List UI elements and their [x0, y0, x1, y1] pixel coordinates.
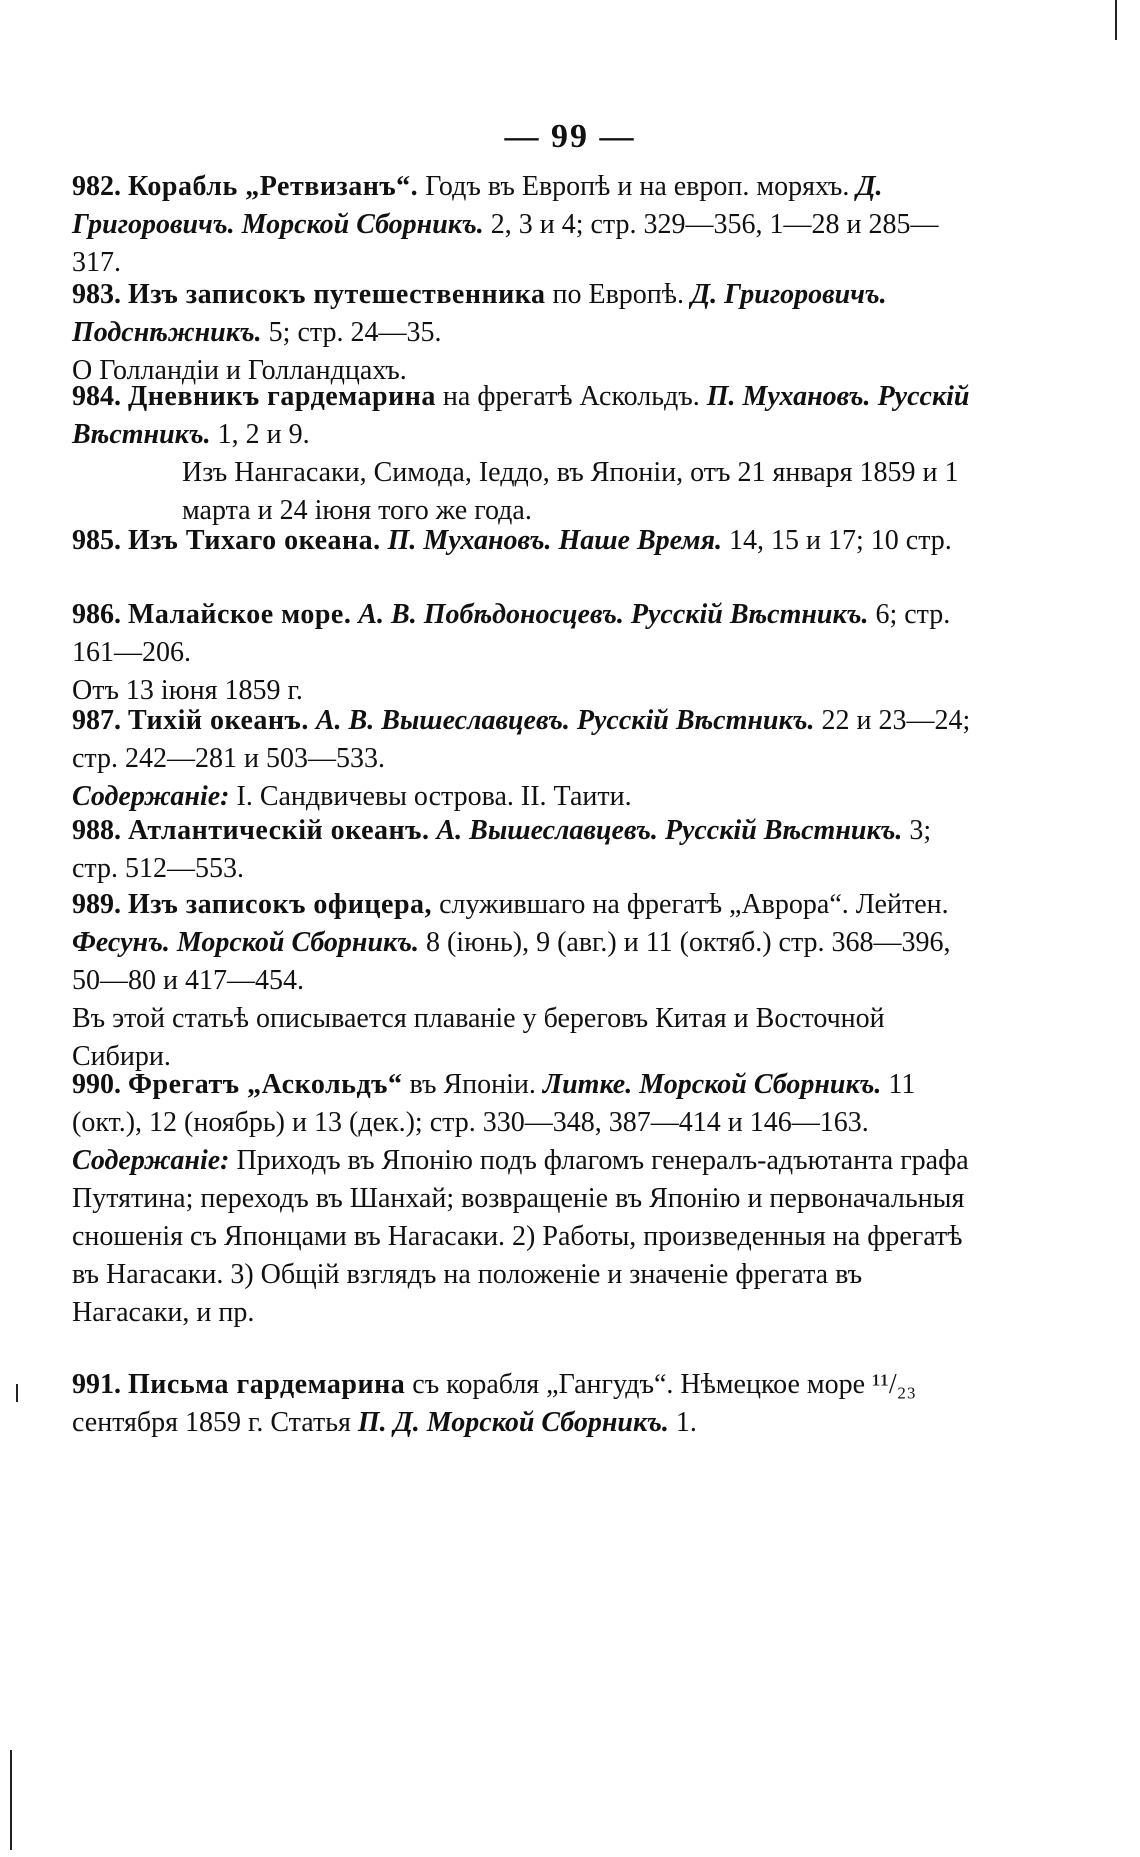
entry-number: 990.: [72, 1069, 121, 1100]
entry-details: 1, 2 и 9.: [217, 419, 310, 450]
entry-details: 11 (окт.), 12 (ноябрь) и 13 (дек.); стр. 330—348, 387—414 и 146—163.: [72, 1069, 916, 1138]
entry-author: А. Вышеславцевъ.: [436, 815, 658, 846]
entry-rest: служившаго на фрегатѣ „Аврора“. Лейтен.: [439, 889, 949, 920]
content-text: Приходъ въ Японію подъ флагомъ генералъ-адъютанта графа Путятина; переходъ въ Шанхай; возвращеніе въ Японію и первоначальныя сношенія съ Японцами въ Нагасаки. 2) Работы, произведенныя на фрегатѣ въ Нагасаки. 3) Общій взглядъ на положеніе и значеніе фрегата въ Нагасаки, и пр.: [72, 1145, 969, 1328]
entry-author: А. В. Побѣдоносцевъ.: [358, 599, 624, 630]
entry-title: Малайское море.: [128, 599, 352, 630]
entry-title: Изъ записокъ офицера,: [128, 889, 433, 920]
entry-details: 14, 15 и 17; 10 стр.: [729, 525, 952, 556]
entry-journal: Русскій Вѣстникъ.: [72, 381, 970, 450]
entry-details: 5; стр. 24—35.: [268, 317, 442, 348]
entry-text: [72, 378, 982, 454]
entry-rest: въ Японіи.: [409, 1069, 536, 1100]
entry-number: 986.: [72, 599, 121, 630]
entry-rest: съ корабля „Гангудъ“. Нѣмецкое море ¹¹/₂₃ сентября 1859 г. Статья: [72, 1369, 917, 1438]
entry-journal: Морской Сборникъ.: [241, 209, 484, 240]
entry-content: [72, 778, 982, 816]
entry-number: 982.: [72, 171, 121, 202]
entry-author: П. Д.: [357, 1407, 420, 1438]
entry-number: 984.: [72, 381, 121, 412]
entry-author: Фесунъ.: [72, 927, 170, 958]
entry-title: Тихій океанъ.: [128, 705, 309, 736]
entry-number: 988.: [72, 815, 121, 846]
page-number: — 99 —: [504, 118, 636, 155]
entry-note: О Голландіи и Голландцахъ.: [72, 355, 407, 386]
entry-985: [72, 522, 982, 560]
entry-987: [72, 702, 982, 816]
entry-988: [72, 812, 982, 888]
entry-984: [72, 378, 982, 530]
entry-note: Изъ Нангасаки, Симода, Іеддо, въ Японіи, отъ 21 января 1859 и 1 марта и 24 іюня того же года.: [182, 457, 959, 526]
entry-title: Изъ записокъ путешественника: [128, 279, 546, 310]
entry-number: 987.: [72, 705, 121, 736]
entry-details: 6; стр. 161—206.: [72, 599, 951, 668]
entry-text: [72, 596, 982, 672]
scan-margin-tick: [16, 1384, 18, 1402]
entry-number: 985.: [72, 525, 121, 556]
entry-989: [72, 886, 982, 1076]
entry-rest: по Европѣ.: [552, 279, 684, 310]
entry-journal: Подснѣжникъ.: [72, 317, 262, 348]
entry-title: Изъ Тихаго океана.: [128, 525, 381, 556]
entry-note: Въ этой статьѣ описывается плаваніе у береговъ Китая и Восточной Сибири.: [72, 1003, 885, 1072]
entry-details: 3; стр. 512—553.: [72, 815, 932, 884]
entry-rest: на фрегатѣ Аскольдъ.: [442, 381, 700, 412]
entry-text: [72, 168, 982, 282]
entry-author: Д. Григоровичъ.: [72, 171, 883, 240]
entry-details: 2, 3 и 4; стр. 329—356, 1—28 и 285—317.: [72, 209, 939, 278]
entry-title: Дневникъ гардемарина: [128, 381, 436, 412]
entry-text: [72, 1066, 982, 1142]
entry-author: А. В. Вышеславцевъ.: [315, 705, 570, 736]
content-label: Содержаніе:: [72, 1145, 230, 1176]
entry-journal: Русскій Вѣстникъ.: [664, 815, 903, 846]
entry-title: Корабль „Ретвизанъ“.: [128, 171, 419, 202]
entry-journal: Морской Сборникъ.: [426, 1407, 669, 1438]
content-text: I. Сандвичевы острова. II. Таити.: [236, 781, 632, 812]
entry-title: Фрегатъ „Аскольдъ“: [128, 1069, 403, 1100]
entry-content: [72, 1142, 982, 1332]
scan-margin-line: [10, 1750, 12, 1850]
entry-982: [72, 168, 982, 282]
entry-author: П. Мухановъ.: [387, 525, 552, 556]
entry-number: 983.: [72, 279, 121, 310]
entry-number: 989.: [72, 889, 121, 920]
entry-text: [72, 886, 982, 1000]
entry-details: 22 и 23—24; стр. 242—281 и 503—533.: [72, 705, 971, 774]
entry-author: П. Мухановъ.: [706, 381, 871, 412]
entry-author: Д. Григоровичъ.: [690, 279, 887, 310]
entry-journal: Русскій Вѣстникъ.: [630, 599, 869, 630]
entry-986: [72, 596, 982, 710]
entry-990: [72, 1066, 982, 1332]
entry-details: 1.: [675, 1407, 697, 1438]
entry-number: 991.: [72, 1369, 121, 1400]
entry-title: Атлантическій океанъ.: [128, 815, 430, 846]
entry-991: [72, 1366, 982, 1442]
content-label: Содержаніе:: [72, 781, 230, 812]
entry-text: [72, 522, 982, 560]
entry-journal: Наше Время.: [558, 525, 722, 556]
entry-text: [72, 812, 982, 888]
entry-rest: Годъ въ Европѣ и на европ. моряхъ.: [425, 171, 850, 202]
entry-text: [72, 1366, 982, 1442]
entry-journal: Морской Сборникъ.: [176, 927, 419, 958]
scan-corner-line: [1115, 0, 1117, 40]
entry-journal: Морской Сборникъ.: [639, 1069, 882, 1100]
entry-details: 8 (іюнь), 9 (авг.) и 11 (октяб.) стр. 368—396, 50—80 и 417—454.: [72, 927, 951, 996]
entry-title: Письма гардемарина: [128, 1369, 406, 1400]
entry-note: Отъ 13 іюня 1859 г.: [72, 675, 303, 706]
entry-journal: Русскій Вѣстникъ.: [576, 705, 815, 736]
entry-text: [72, 276, 982, 352]
entry-text: [72, 702, 982, 778]
entry-author: Литке.: [542, 1069, 633, 1100]
entry-983: [72, 276, 982, 390]
